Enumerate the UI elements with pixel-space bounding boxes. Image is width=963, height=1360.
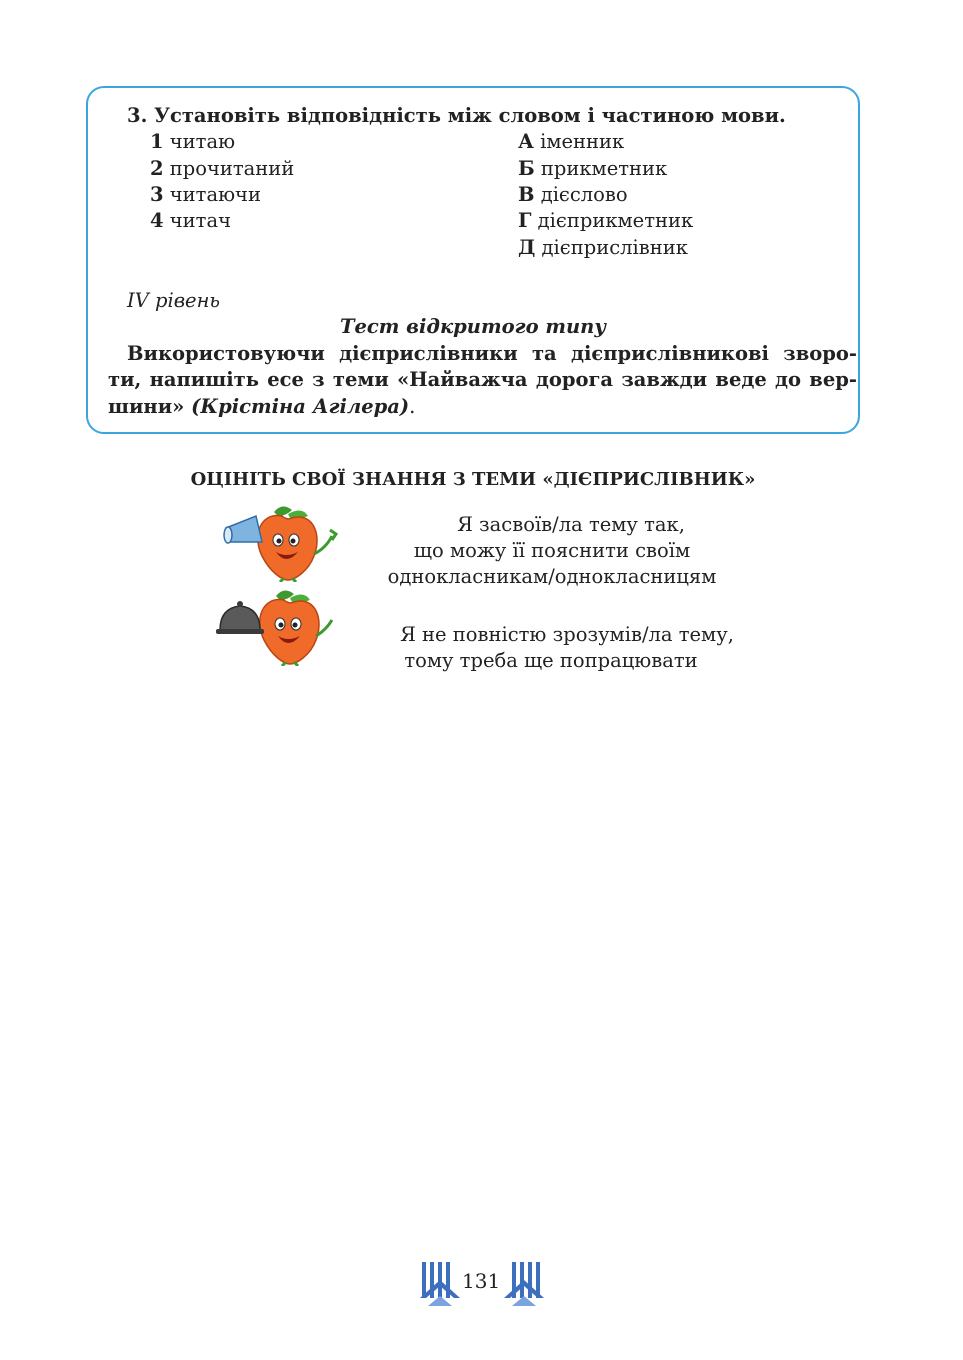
- left-item: 3 читаючи: [150, 183, 261, 206]
- assessment-line: тому треба ще попрацювати: [404, 649, 698, 672]
- left-item: 2 прочитаний: [150, 157, 295, 180]
- assessment-line: Я не повністю зрозумів/ла тему,: [400, 623, 734, 646]
- assessment-line: що можу її пояснити своїм: [413, 539, 691, 562]
- level-heading: Тест відкритого типу: [339, 315, 607, 338]
- left-item: 4 читач: [150, 209, 231, 232]
- essay-line-3: шини» (Крістіна Агілера).: [108, 395, 416, 418]
- right-item: В дієслово: [518, 183, 628, 206]
- assessment-line: однокласникам/однокласницям: [387, 565, 717, 588]
- assessment-heading: ОЦІНІТЬ СВОЇ ЗНАННЯ З ТЕМИ «ДІЄПРИСЛІВНИК»: [190, 469, 756, 490]
- right-item: Б прикметник: [518, 157, 668, 180]
- assessment-line: Я засвоїв/ла тему так,: [457, 513, 685, 536]
- task3-title: 3. Установіть відповідність між словом і частиною мови.: [127, 104, 786, 127]
- ornament-icon: [502, 1258, 546, 1308]
- right-item: А іменник: [518, 130, 625, 153]
- left-item: 1 читаю: [150, 130, 236, 153]
- essay-line-1: Використовуючи дієприслівники та дієприслівникові зворо-: [127, 342, 857, 365]
- level-label: IV рівень: [127, 289, 221, 312]
- right-item: Д дієприслівник: [518, 236, 688, 259]
- ornament-icon: [418, 1258, 462, 1308]
- essay-line-2: ти, напишіть есе з теми «Найважча дорога завжди веде до вер-: [108, 368, 857, 391]
- page-number: 131: [462, 1269, 501, 1293]
- right-item: Г дієприкметник: [518, 209, 694, 232]
